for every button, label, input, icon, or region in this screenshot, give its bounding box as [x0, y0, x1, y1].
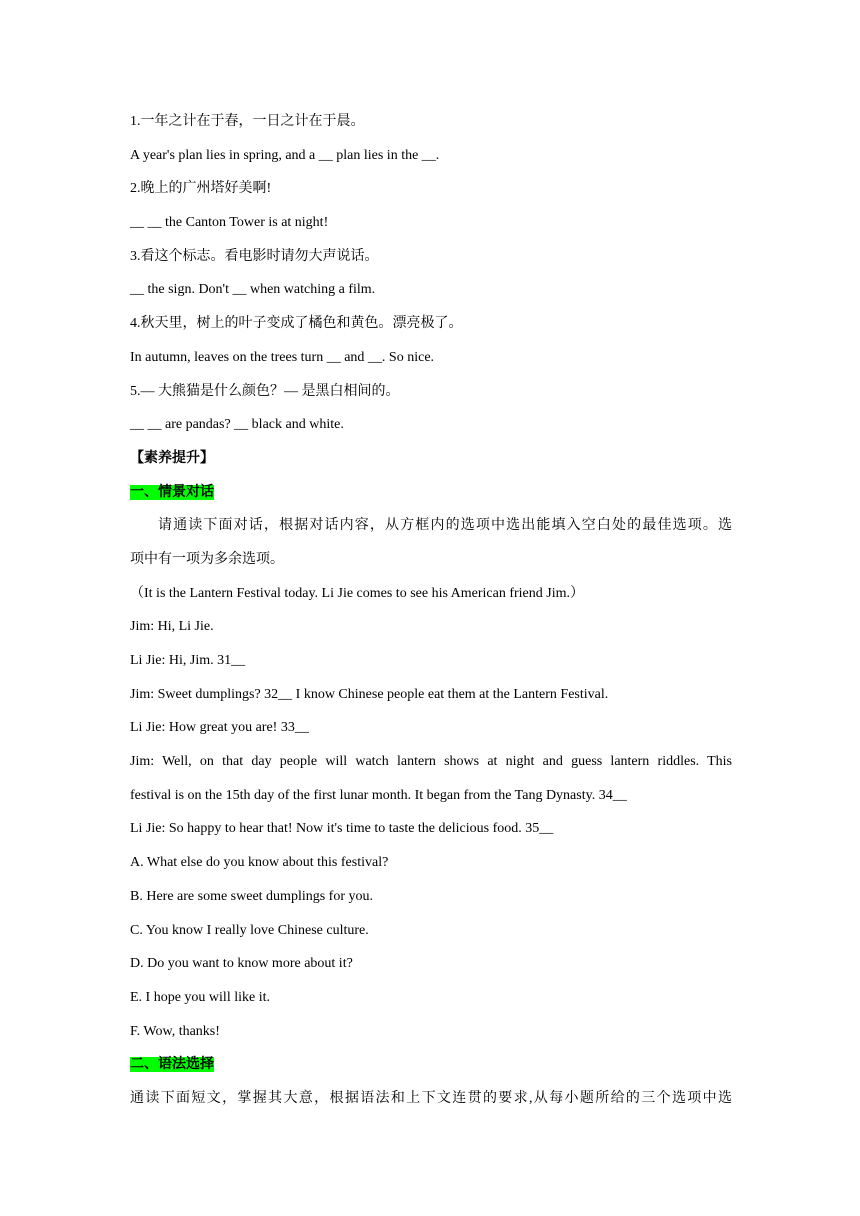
question-1-chinese: 1.一年之计在于春，一日之计在于晨。 [130, 114, 365, 129]
dialogue-line: Li Jie: Hi, Jim. 31__ [130, 653, 246, 668]
section-heading: 【素养提升】 [130, 450, 214, 466]
part1-instructions-line1: 请通读下面对话，根据对话内容，从方框内的选项中选出能填入空白处的最佳选项。选 [158, 518, 732, 534]
dialogue-line: Li Jie: So happy to hear that! Now it's time to taste the delicious food. 35__ [130, 821, 554, 837]
part2-instructions-line1: 通读下面短文，掌握其大意，根据语法和上下文连贯的要求,从每小题所给的三个选项中选 [130, 1090, 732, 1106]
question-1-english: A year's plan lies in spring, and a __ plan lies in the __. [130, 147, 440, 163]
dialogue-line: Jim: Hi, Li Jie. [130, 619, 214, 635]
part1-instructions-line2: 项中有一项为多余选项。 [130, 551, 284, 567]
option-f: F. Wow, thanks! [130, 1023, 220, 1039]
option-d: D. Do you want to know more about it? [130, 956, 353, 972]
dialogue-context: （It is the Lantern Festival today. Li Jie comes to see his American friend Jim.） [130, 585, 584, 601]
page-content [130, 105, 732, 1116]
question-2-chinese: 2.晚上的广州塔好美啊! [130, 181, 272, 197]
question-2-english: __ __ the Canton Tower is at night! [130, 215, 329, 231]
dialogue-line: festival is on the 15th day of the first lunar month. It began from the Tang Dynasty. 34__ [130, 787, 627, 803]
dialogue-line: Jim: Sweet dumplings? 32__ I know Chinese people eat them at the Lantern Festival. [130, 686, 609, 702]
option-b: B. Here are some sweet dumplings for you. [130, 888, 373, 904]
option-c: C. You know I really love Chinese culture. [130, 922, 369, 938]
question-4-english: In autumn, leaves on the trees turn __ and __. So nice. [130, 349, 435, 365]
dialogue-line: Jim: Well, on that day people will watch lantern shows at night and guess lantern riddles. This [130, 754, 732, 770]
question-3-english: __ the sign. Don't __ when watching a film. [130, 282, 376, 298]
option-a: A. What else do you know about this festival? [130, 855, 389, 871]
option-e: E. I hope you will like it. [130, 989, 270, 1005]
dialogue-line: Li Jie: How great you are! 33__ [130, 720, 309, 736]
question-5-english: __ __ are pandas? __ black and white. [130, 417, 344, 433]
question-5-chinese: 5.— 大熊猫是什么颜色？— 是黑白相间的。 [130, 383, 400, 399]
part2-heading: 二、语法选择 [130, 1057, 214, 1073]
question-3-chinese: 3.看这个标志。看电影时请勿大声说话。 [130, 248, 379, 264]
part1-heading: 一、情景对话 [130, 484, 214, 500]
question-4-chinese: 4.秋天里，树上的叶子变成了橘色和黄色。漂亮极了。 [130, 316, 463, 332]
